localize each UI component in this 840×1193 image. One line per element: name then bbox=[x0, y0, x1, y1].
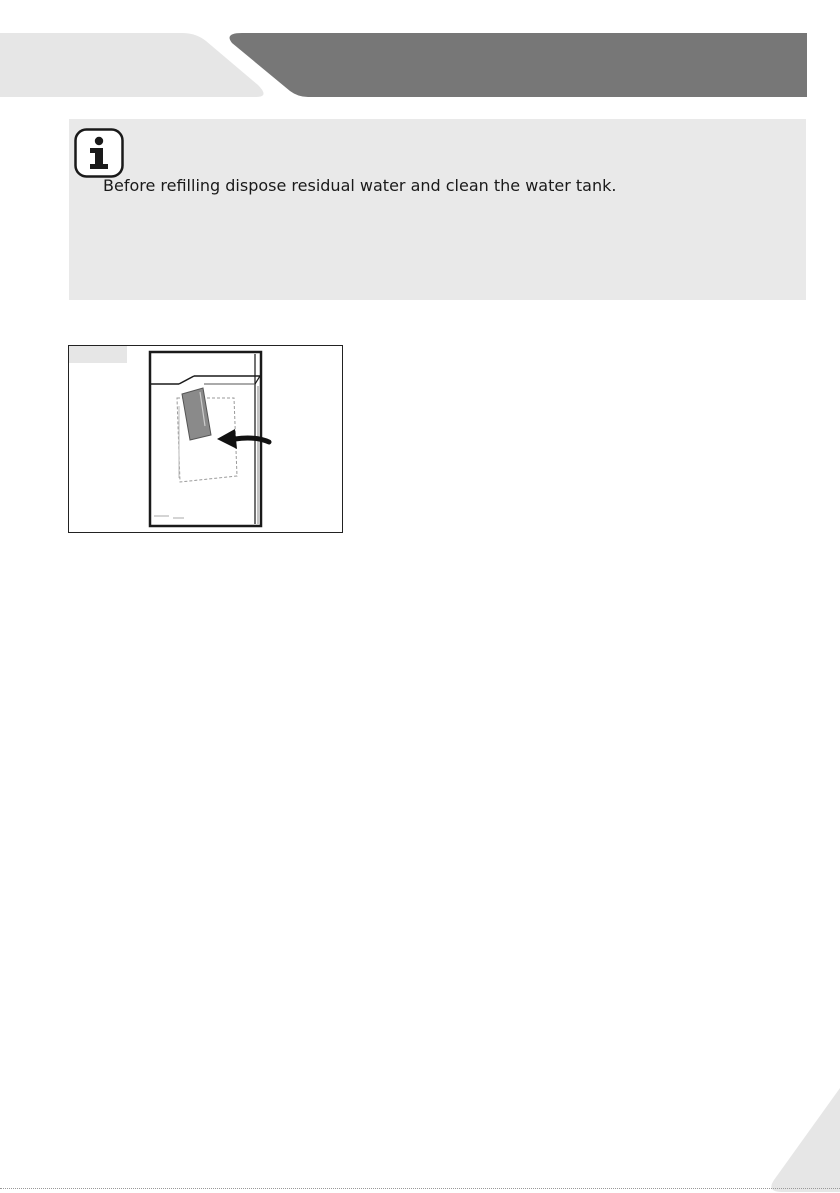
bottom-divider bbox=[0, 1188, 840, 1193]
info-note-text: Before refilling dispose residual water and clean the water tank. bbox=[103, 176, 617, 195]
figure-panel bbox=[68, 345, 343, 533]
info-note bbox=[69, 119, 806, 300]
page-corner-tab bbox=[760, 1088, 840, 1192]
header-tab-dark bbox=[228, 33, 808, 99]
info-icon bbox=[74, 128, 124, 178]
water-tank-removal-illustration bbox=[69, 346, 342, 532]
